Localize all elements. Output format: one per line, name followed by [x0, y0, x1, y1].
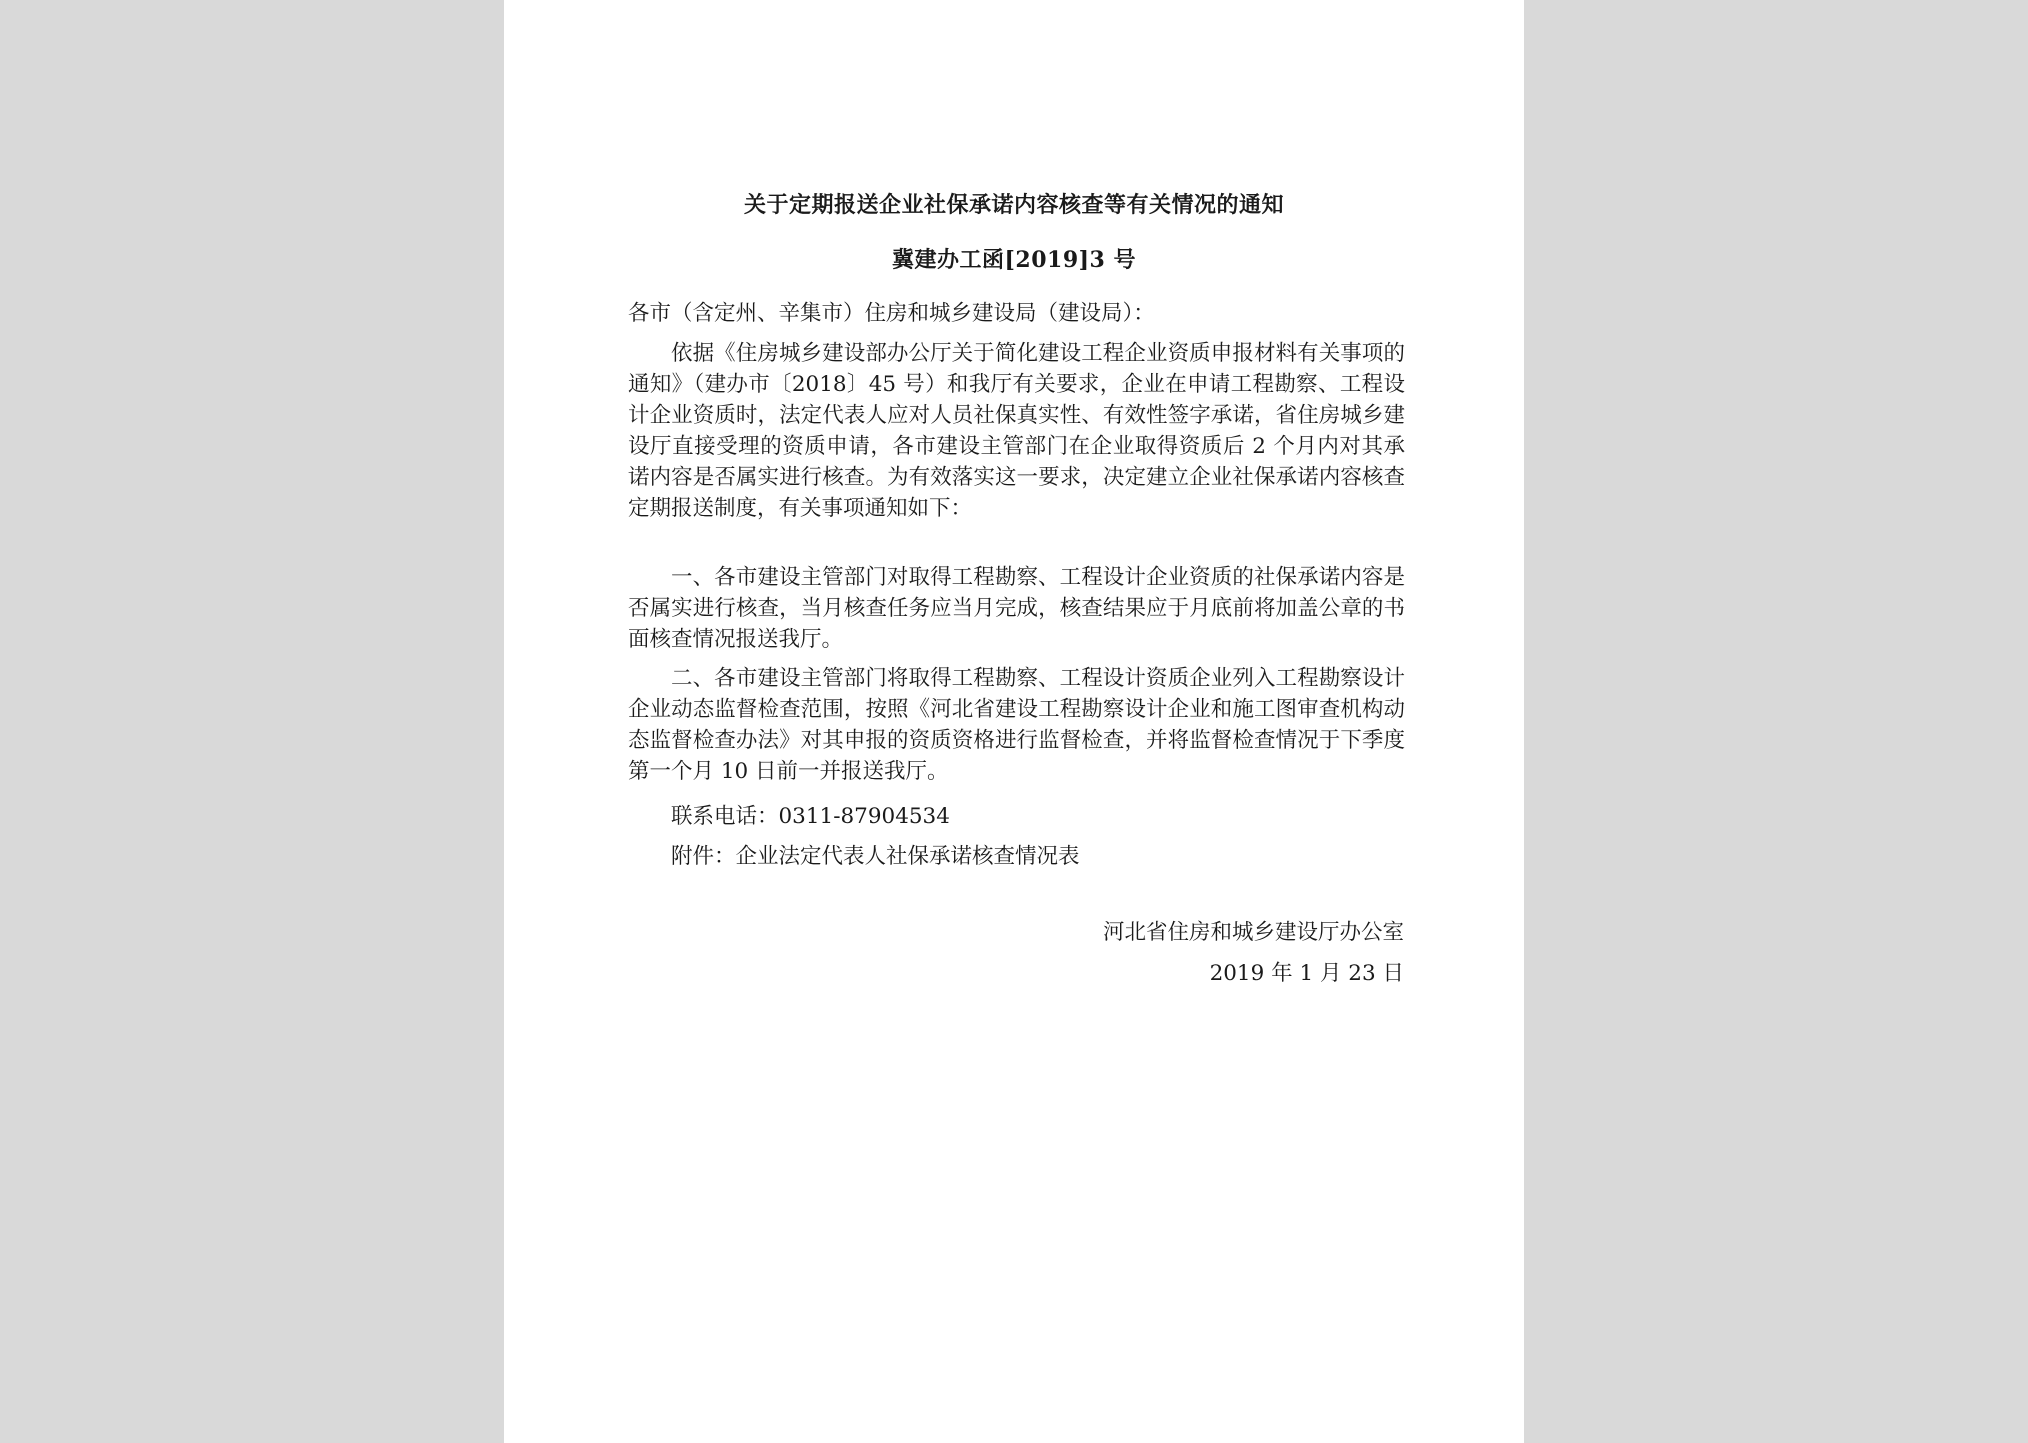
document-number: 冀建办工函[2019]3 号	[891, 247, 1137, 273]
attachment-line: 附件：企业法定代表人社保承诺核查情况表	[671, 844, 1080, 869]
signature-date: 2019 年 1 月 23 日	[1209, 961, 1404, 986]
signature-organization: 河北省住房和城乡建设厅办公室	[1102, 920, 1404, 945]
document-page	[504, 0, 1524, 1443]
addressee: 各市（含定州、辛集市）住房和城乡建设局（建设局）：	[628, 301, 1155, 326]
document-title: 关于定期报送企业社保承诺内容核查等有关情况的通知	[743, 192, 1284, 218]
body-paragraph-1: 依据《住房城乡建设部办公厅关于简化建设工程企业资质申报材料有关事项的通知》（建办市〔2018〕45 号）和我厅有关要求，企业在申请工程勘察、工程设计企业资质时，法定代表人应对人员社保真实性、有效性签字承诺，省住房城乡建设厅直接受理的资质申请，各市建设主管部门在企业取得资质后 2 个月内对其承诺内容是否属实进行核查。为有效落实这一要求，决定建立企业社保承诺内容核查定期报送制度，有关事项通知如下：	[628, 341, 1405, 521]
body-paragraph-3: 二、各市建设主管部门将取得工程勘察、工程设计资质企业列入工程勘察设计企业动态监督检查范围，按照《河北省建设工程勘察设计企业和施工图审查机构动态监督检查办法》对其申报的资质资格进行监督检查，并将监督检查情况于下季度第一个月 10 日前一并报送我厅。	[628, 666, 1405, 784]
contact-phone: 联系电话：0311-87904534	[671, 804, 950, 829]
body-paragraph-2: 一、各市建设主管部门对取得工程勘察、工程设计企业资质的社保承诺内容是否属实进行核查，当月核查任务应当月完成，核查结果应于月底前将加盖公章的书面核查情况报送我厅。	[628, 565, 1405, 652]
